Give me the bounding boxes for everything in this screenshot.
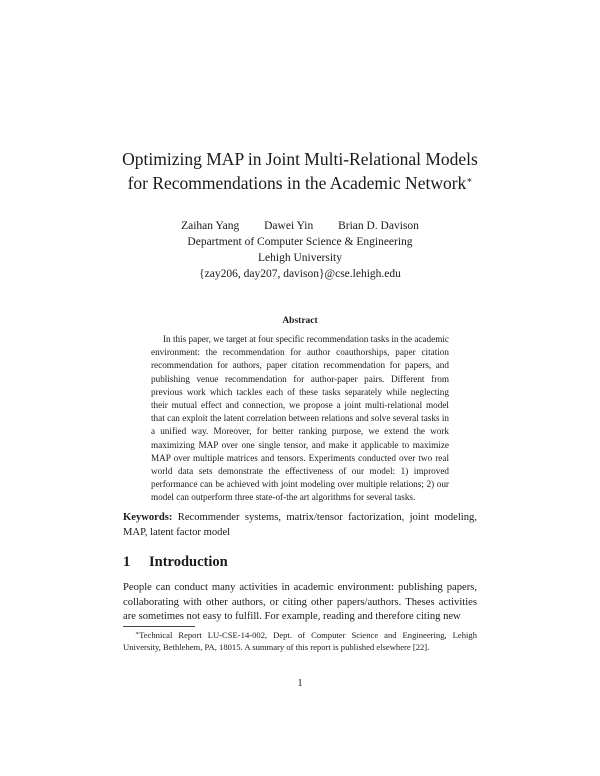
author-emails: {zay206, day207, davison}@cse.lehigh.edu — [199, 268, 401, 280]
title-line-1: Optimizing MAP in Joint Multi-Relational Models — [122, 149, 478, 169]
author-name: Zaihan Yang — [181, 220, 240, 232]
keywords-label: Keywords: — [123, 512, 173, 523]
title-line-2 — [60, 171, 540, 195]
abstract-text: In this paper, we target at four specific recommendation tasks in the academic environment: the recommendation for author coauthorships, paper citation recommendation for authors, paper citation recommendation for papers, and publishing venue recommendation for author-paper pairs. Different from previous work which tackles each of these tasks separately while neglecting their mutual effect and connection, we propose a joint multi-relational model that can exploit the latent correlation between relations and solve several tasks in a unified way. Moreover, for better ranking purpose, we extend the work maximizing MAP over one single tensor, and make it applicable to maximize MAP over multiple matrices and tensors. Experiments conducted over two real world data sets demonstrate the effectiveness of our model: 1) improved performance can be achieved with joint modeling over multiple relations; 2) our model can outperform three state-of-the art algorithms for several tasks. — [151, 334, 449, 503]
section-title: Introduction — [149, 554, 228, 570]
affiliation-department: Department of Computer Science & Engineering — [187, 236, 413, 248]
author-block — [100, 218, 500, 282]
keywords-text: Recommender systems, matrix/tensor factorization, joint modeling, MAP, latent factor model — [123, 512, 477, 538]
paper-title — [60, 147, 540, 195]
affiliation-university: Lehigh University — [258, 252, 342, 264]
section-heading — [123, 554, 228, 571]
footnote-text: Technical Report LU-CSE-14-002, Dept. of Computer Science and Engineering, Lehigh University, Bethlehem, PA, 18015. A summary of this report is published elsewhere [22]. — [123, 630, 477, 652]
author-names — [100, 218, 500, 234]
author-name: Brian D. Davison — [338, 220, 419, 232]
author-name: Dawei Yin — [264, 220, 314, 232]
footnote-mark: ∗ — [135, 631, 140, 637]
keywords — [123, 511, 477, 540]
footnote — [123, 629, 477, 653]
title-footnote-mark: ∗ — [466, 175, 473, 185]
section-number: 1 — [123, 554, 131, 570]
footnote-rule — [123, 626, 195, 627]
title-line-2-text: for Recommendations in the Academic Network — [127, 173, 467, 193]
introduction-text: People can conduct many activities in academic environment: publishing papers, collaborating with other authors, or citing other papers/authors. Theses activities are sometimes not easy to fulfill. For example, reading and therefore citing new — [123, 582, 477, 623]
page-number: 1 — [297, 678, 303, 689]
abstract-heading: Abstract — [282, 316, 318, 326]
